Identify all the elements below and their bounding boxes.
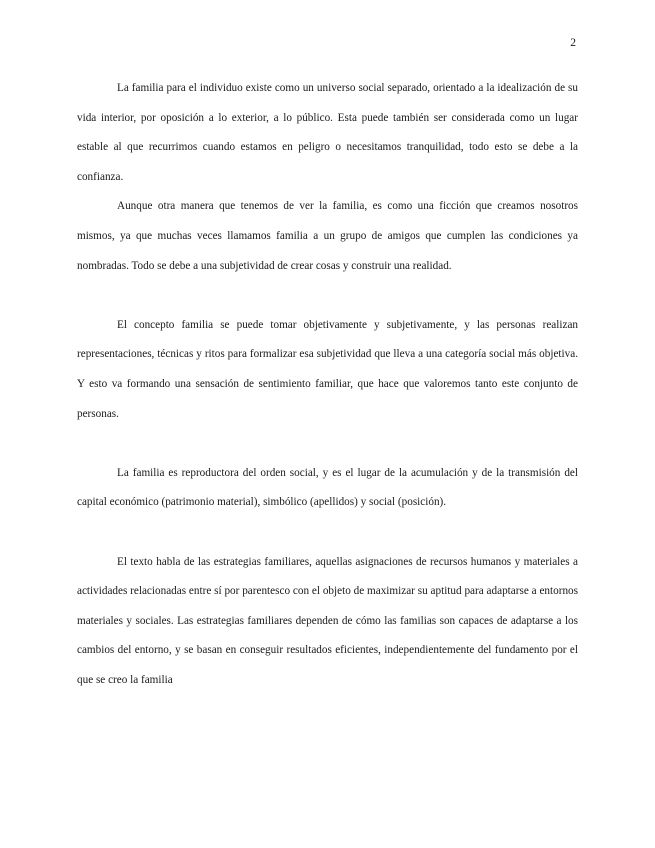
document-body [77, 74, 578, 695]
paragraph-1: La familia para el individuo existe como un universo social separado, orientado a la idealización de su vida interior, por oposición a lo exterior, a lo público. Esta puede también ser considerada como un lugar estable al que recurrimos cuando estamos en peligro o necesitamos tranquilidad, todo esto se debe a la confianza. [77, 82, 578, 183]
paragraph-4: La familia es reproductora del orden social, y es el lugar de la acumulación y de la transmisión del capital económico (patrimonio material), simbólico (apellidos) y social (posición). [77, 466, 578, 509]
paragraph-2: Aunque otra manera que tenemos de ver la familia, es como una ficción que creamos nosotros mismos, ya que muchas veces llamamos familia a un grupo de amigos que cumplen las condiciones ya nombradas. Todo se debe a una subjetividad de crear cosas y construir una realidad. [77, 200, 578, 272]
paragraph-5: El texto habla de las estrategias familiares, aquellas asignaciones de recursos humanos y materiales a actividades relacionadas entre sí por parentesco con el objeto de maximizar su aptitud para adaptarse a entornos materiales y sociales. Las estrategias familiares dependen de cómo las familias son capaces de adaptarse a los cambios del entorno, y se basan en conseguir resultados eficientes, independientemente del fundamento por el que se creo la familia [77, 555, 578, 686]
paragraph-3: El concepto familia se puede tomar objetivamente y subjetivamente, y las personas realizan representaciones, técnicas y ritos para formalizar esa subjetividad que lleva a una categoría social más objetiva. Y esto va formando una sensación de sentimiento familiar, que hace que valoremos tanto este conjunto de personas. [77, 318, 578, 420]
page-number: 2 [570, 37, 576, 49]
